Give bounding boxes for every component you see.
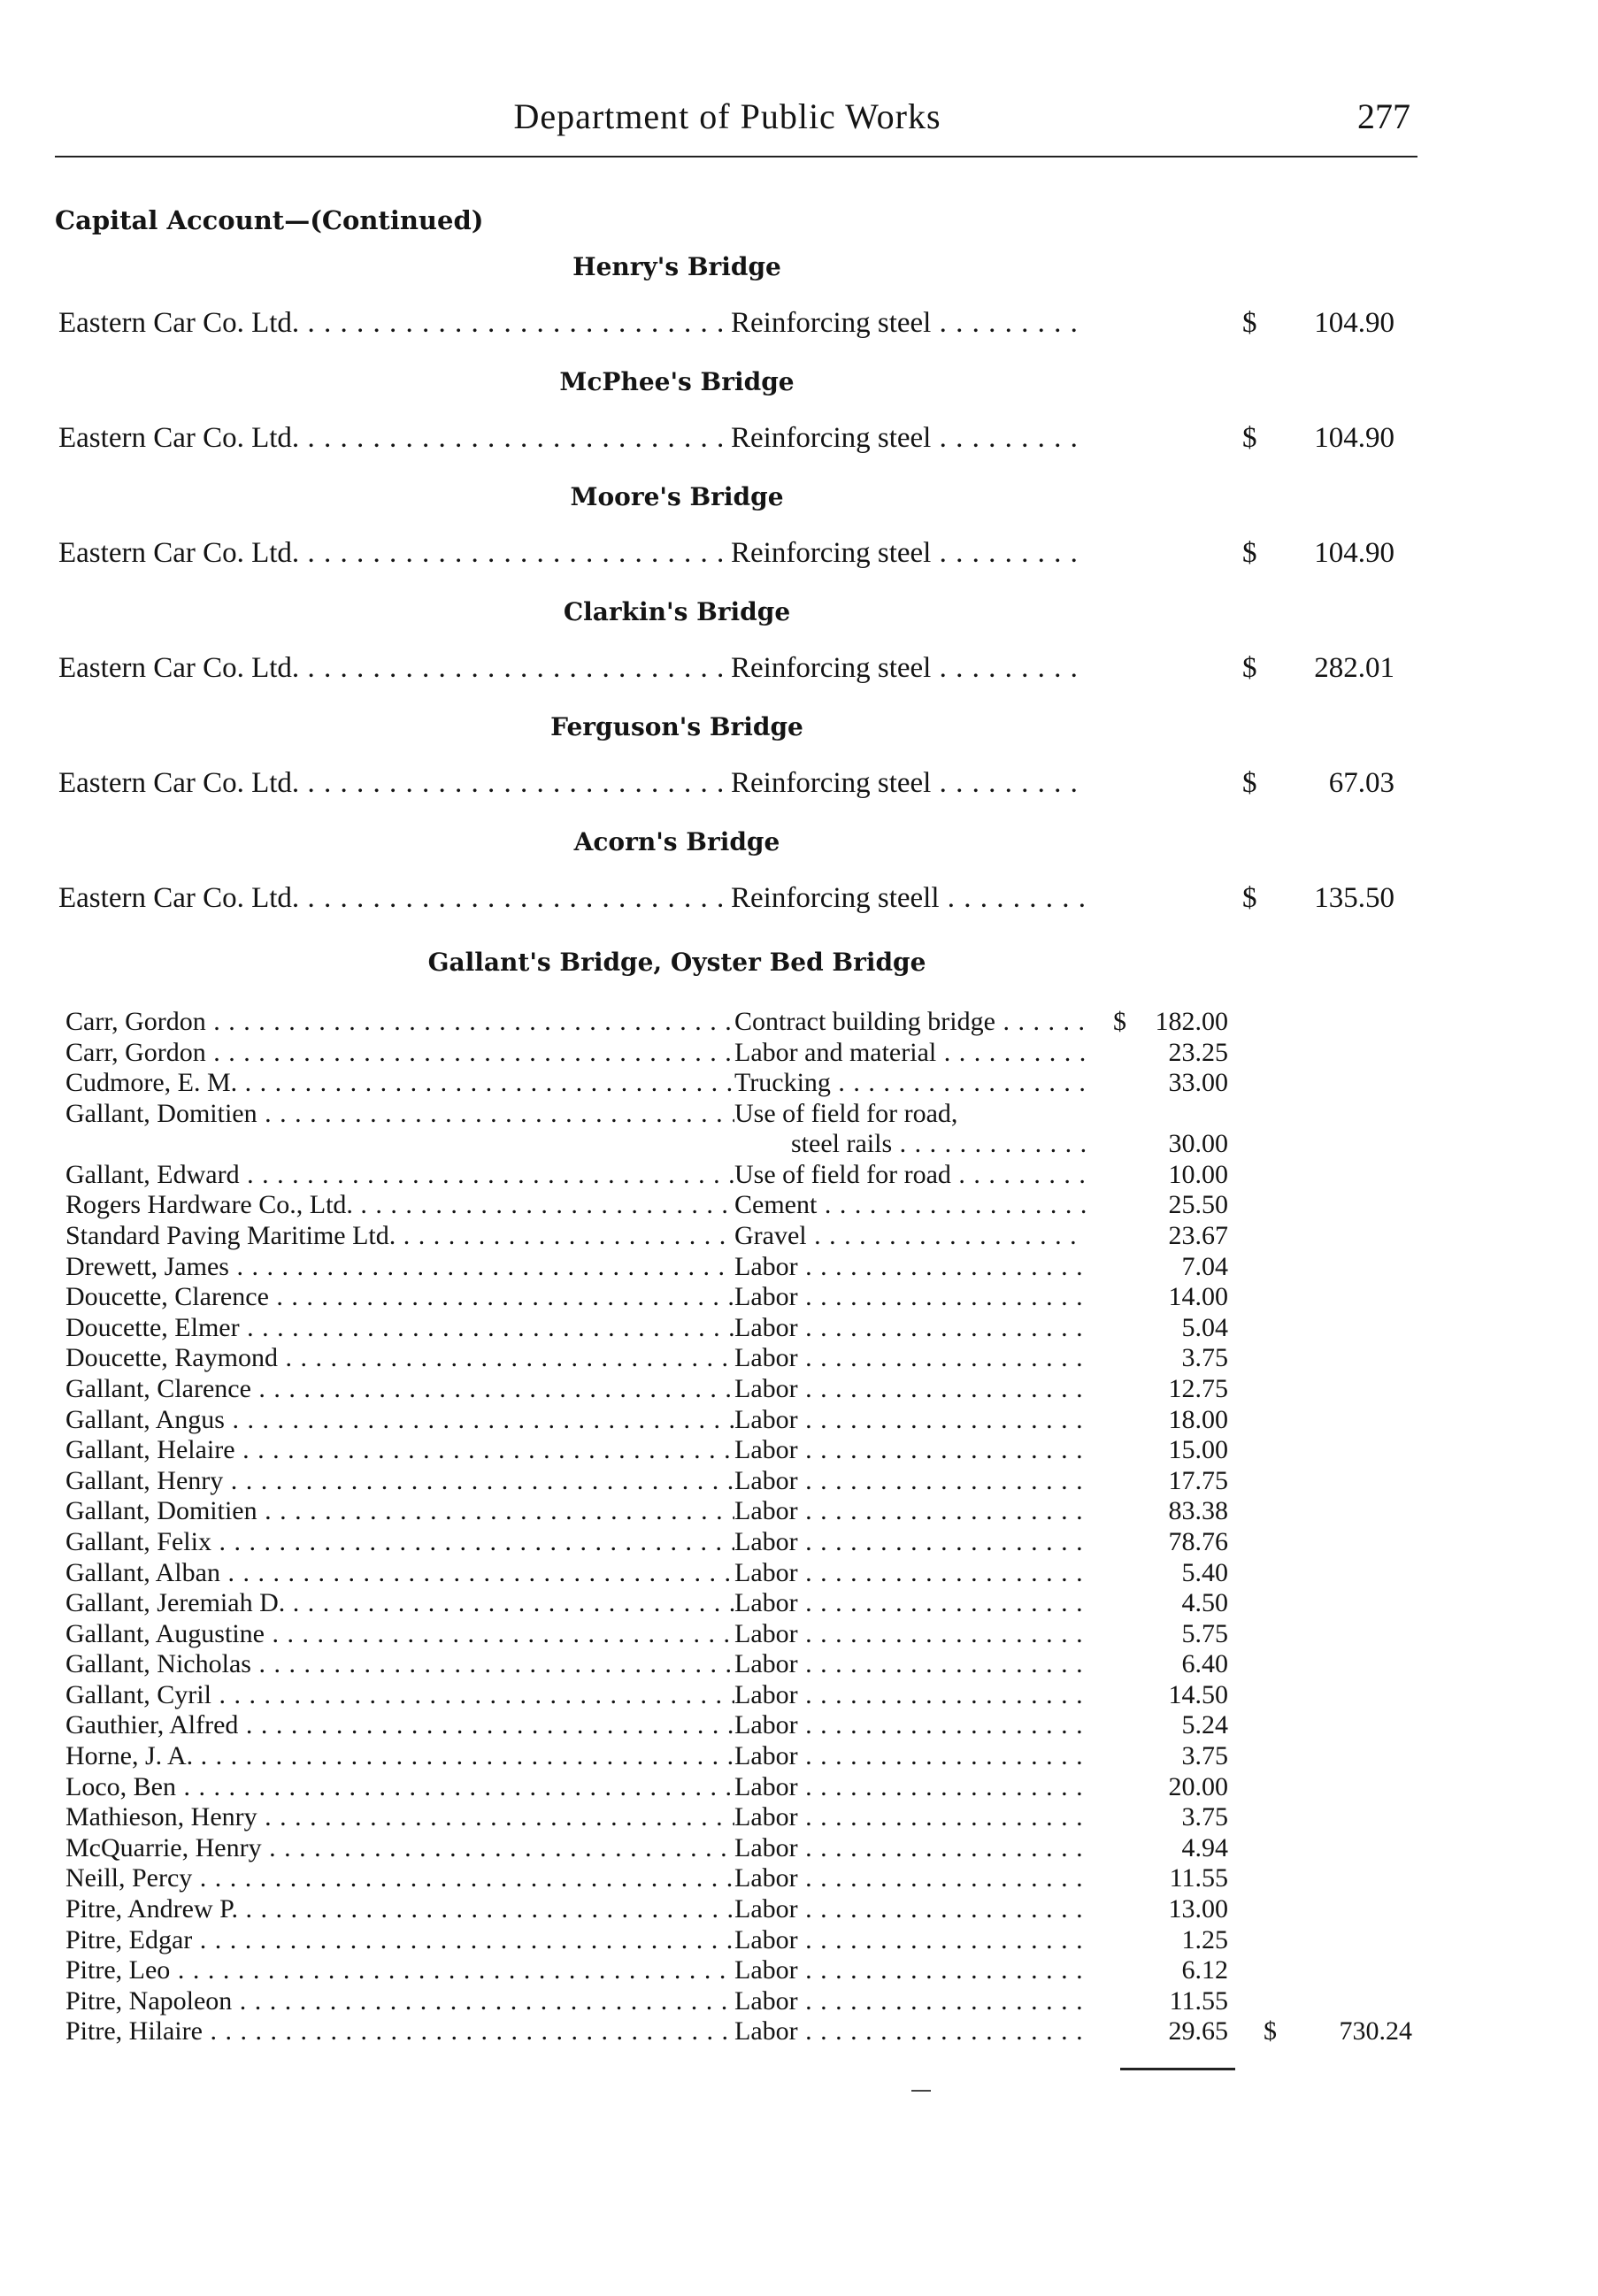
gallant-ledger: [0, 1007, 1598, 2047]
ledger-row: [0, 1710, 1598, 1741]
description: Labor . . .: [734, 1986, 1087, 2016]
amount: 14.00: [1168, 1282, 1228, 1312]
ledger-row: [0, 1068, 1598, 1099]
description: Reinforcing steel . . .: [731, 422, 1085, 455]
payee: Doucette, Elmer . . .: [65, 1313, 734, 1343]
payee: Eastern Car Co. Ltd. . . .: [58, 537, 731, 570]
description: Labor . . .: [734, 1649, 1087, 1679]
amount: 13.00: [1168, 1894, 1228, 1924]
payee: Horne, J. A. . . .: [65, 1741, 734, 1771]
amount: 5.24: [1181, 1710, 1228, 1740]
bridge-block: [0, 367, 1598, 482]
description: Labor . . .: [734, 1680, 1087, 1710]
amount: 135.50: [1314, 882, 1394, 914]
footer-mark: [911, 2090, 931, 2092]
description: Labor . . .: [734, 1496, 1087, 1526]
payee: Carr, Gordon . . .: [65, 1007, 734, 1037]
ledger-row: [0, 1772, 1598, 1803]
bridge-list: [0, 252, 1598, 942]
total-rule: [1120, 2068, 1235, 2070]
amount: 104.90: [1314, 537, 1394, 569]
description: Labor . . .: [734, 2016, 1087, 2046]
amount: 23.67: [1168, 1220, 1228, 1250]
description: Reinforcing steel . . .: [731, 307, 1085, 340]
ledger-row: [0, 1588, 1598, 1619]
description: Labor . . .: [734, 1588, 1087, 1618]
ledger-row: [0, 1925, 1598, 1956]
payee: Pitre, Napoleon . . .: [65, 1986, 734, 2016]
description: Cement . . .: [734, 1190, 1087, 1220]
bridge-block: [0, 482, 1598, 597]
expense-row: [0, 652, 1598, 687]
amount: 33.00: [1168, 1068, 1228, 1098]
currency-sign: $: [1242, 307, 1257, 339]
description: Reinforcing steel . . .: [731, 767, 1085, 800]
payee: Doucette, Clarence . . .: [65, 1282, 734, 1312]
ledger-row: [0, 2016, 1598, 2047]
header-rule: [55, 156, 1417, 157]
description: Trucking . . .: [734, 1068, 1087, 1098]
ledger-row: [0, 1802, 1598, 1833]
amount: 5.75: [1181, 1618, 1228, 1648]
bridge-title: McPhee's Bridge: [559, 367, 795, 396]
expense-row: [0, 422, 1598, 457]
description: Labor . . .: [734, 1955, 1087, 1985]
ledger-row: [0, 1252, 1598, 1283]
amount: 282.01: [1314, 652, 1394, 684]
amount: 78.76: [1168, 1526, 1228, 1556]
ledger-row: [0, 1986, 1598, 2017]
ledger-row: [0, 1190, 1598, 1221]
payee: Gallant, Cyril . . .: [65, 1680, 734, 1710]
amount: 5.04: [1181, 1312, 1228, 1342]
description: Labor . . .: [734, 1252, 1087, 1282]
amount: 17.75: [1168, 1465, 1228, 1495]
description: Use of field for road,: [734, 1098, 958, 1128]
amount: 83.38: [1168, 1496, 1228, 1526]
payee: Eastern Car Co. Ltd. . . .: [58, 767, 731, 800]
description: Use of field for road . . .: [734, 1160, 1087, 1190]
bridge-title: Acorn's Bridge: [573, 827, 780, 856]
description: Labor . . .: [734, 1558, 1087, 1588]
ledger-row: [0, 1833, 1598, 1864]
payee: Eastern Car Co. Ltd. . . .: [58, 307, 731, 340]
total-amount: 730.24: [1339, 2016, 1412, 2046]
ledger-row: [0, 1435, 1598, 1466]
amount: 20.00: [1168, 1771, 1228, 1801]
payee: Gauthier, Alfred . . .: [65, 1710, 734, 1740]
amount: 30.00: [1168, 1128, 1228, 1158]
description: Labor . . .: [734, 1313, 1087, 1343]
amount: 11.55: [1169, 1863, 1228, 1893]
description: Labor . . .: [734, 1435, 1087, 1465]
payee: Pitre, Andrew P. . . .: [65, 1894, 734, 1924]
amount: 29.65: [1168, 2016, 1228, 2046]
description: Labor . . .: [734, 1772, 1087, 1802]
description: Labor . . .: [734, 1925, 1087, 1955]
currency-sign: $: [1242, 537, 1257, 569]
ledger-row: [0, 1160, 1598, 1191]
payee: Gallant, Nicholas . . .: [65, 1649, 734, 1679]
amount: 104.90: [1314, 422, 1394, 454]
running-head: [55, 96, 1410, 149]
ledger-row: [0, 1680, 1598, 1711]
ledger-row: [0, 1863, 1598, 1894]
payee: Eastern Car Co. Ltd. . . .: [58, 652, 731, 685]
amount: 25.50: [1168, 1190, 1228, 1220]
description: Labor . . .: [734, 1466, 1087, 1496]
ledger-row: [0, 1405, 1598, 1436]
bridge-title: Clarkin's Bridge: [563, 597, 791, 626]
description: Labor and material . . .: [734, 1038, 1087, 1068]
payee: Pitre, Edgar . . .: [65, 1925, 734, 1955]
payee: Eastern Car Co. Ltd. . . .: [58, 882, 731, 915]
payee: Gallant, Edward . . .: [65, 1160, 734, 1190]
payee: Gallant, Augustine . . .: [65, 1619, 734, 1649]
ledger-row: [0, 1649, 1598, 1680]
description: Labor . . .: [734, 1863, 1087, 1893]
payee: Eastern Car Co. Ltd. . . .: [58, 422, 731, 455]
currency-sign: $: [1113, 1007, 1126, 1036]
payee: Loco, Ben . . .: [65, 1772, 734, 1802]
payee: Gallant, Domitien . . .: [65, 1099, 734, 1129]
payee: Pitre, Leo . . .: [65, 1955, 734, 1985]
expense-row: [0, 307, 1598, 342]
ledger-row: [0, 1221, 1598, 1252]
description: Labor . . .: [734, 1741, 1087, 1771]
payee: Gallant, Domitien . . .: [65, 1496, 734, 1526]
amount: 5.40: [1181, 1557, 1228, 1587]
amount: 10.00: [1168, 1159, 1228, 1189]
description: Reinforcing steel . . .: [731, 652, 1085, 685]
description: Labor . . .: [734, 1374, 1087, 1404]
ledger-row: [0, 1374, 1598, 1405]
section-heading: Capital Account—(Continued): [55, 205, 484, 235]
ledger-row: [0, 1558, 1598, 1589]
amount: 4.94: [1181, 1832, 1228, 1862]
description: Labor . . .: [734, 1405, 1087, 1435]
ledger-row: [0, 1619, 1598, 1650]
amount: 7.04: [1181, 1251, 1228, 1281]
amount: 6.12: [1181, 1955, 1228, 1985]
payee: Drewett, James . . .: [65, 1252, 734, 1282]
total-currency-sign: $: [1264, 2016, 1277, 2046]
amount: 15.00: [1168, 1435, 1228, 1465]
currency-sign: $: [1242, 767, 1257, 799]
description: Labor . . .: [734, 1527, 1087, 1557]
amount: 6.40: [1181, 1649, 1228, 1679]
ledger-row: [0, 1741, 1598, 1772]
currency-sign: $: [1242, 422, 1257, 454]
payee: Gallant, Angus . . .: [65, 1405, 734, 1435]
payee: Gallant, Jeremiah D. . . .: [65, 1588, 734, 1618]
description: Labor . . .: [734, 1710, 1087, 1740]
payee: Carr, Gordon . . .: [65, 1038, 734, 1068]
description: Labor . . .: [734, 1833, 1087, 1863]
amount: 1.25: [1181, 1924, 1228, 1954]
amount: 67.03: [1328, 767, 1394, 799]
page-title: Department of Public Works: [513, 96, 941, 136]
ledger-row: [0, 1038, 1598, 1069]
ledger-row: [0, 1466, 1598, 1497]
description: Labor . . .: [734, 1282, 1087, 1312]
amount: 18.00: [1168, 1404, 1228, 1434]
description: Contract building bridge . . .: [734, 1007, 1087, 1037]
amount: 14.50: [1168, 1679, 1228, 1709]
amount: 4.50: [1181, 1588, 1228, 1618]
ledger-row: [0, 1007, 1598, 1038]
amount: 104.90: [1314, 307, 1394, 339]
description-continued: steel rails . . .: [734, 1129, 1087, 1159]
payee: Gallant, Helaire . . .: [65, 1435, 734, 1465]
ledger-row: [0, 1282, 1598, 1313]
ledger-row: [0, 1496, 1598, 1527]
payee: Gallant, Felix . . .: [65, 1527, 734, 1557]
currency-sign: $: [1242, 652, 1257, 684]
bridge-block: [0, 712, 1598, 827]
bridge-title: Moore's Bridge: [570, 482, 784, 511]
page-number: 277: [1357, 96, 1410, 136]
bridge-block: [0, 827, 1598, 942]
currency-sign: $: [1242, 882, 1257, 914]
payee: Rogers Hardware Co., Ltd. . . .: [65, 1190, 734, 1220]
ledger-row: [0, 1894, 1598, 1925]
payee: Gallant, Alban . . .: [65, 1558, 734, 1588]
payee: Cudmore, E. M. . . .: [65, 1068, 734, 1098]
amount: 182.00: [1155, 1007, 1228, 1036]
ledger-row: [0, 1527, 1598, 1558]
description: Gravel . . .: [734, 1221, 1087, 1251]
ledger-row: [0, 1955, 1598, 1986]
expense-row: [0, 767, 1598, 802]
amount: 12.75: [1168, 1373, 1228, 1403]
bridge-title: Henry's Bridge: [572, 252, 781, 281]
description: Reinforcing steell . . .: [731, 882, 1085, 915]
bridge-title: Ferguson's Bridge: [550, 712, 803, 741]
description: Labor . . .: [734, 1894, 1087, 1924]
payee: Gallant, Clarence . . .: [65, 1374, 734, 1404]
payee: Gallant, Henry . . .: [65, 1466, 734, 1496]
payee: McQuarrie, Henry . . .: [65, 1833, 734, 1863]
ledger-row: [0, 1099, 1598, 1160]
payee: Standard Paving Maritime Ltd. . . .: [65, 1221, 734, 1251]
amount: 3.75: [1181, 1343, 1228, 1373]
payee: Mathieson, Henry . . .: [65, 1802, 734, 1832]
amount: 3.75: [1181, 1802, 1228, 1832]
ledger-row: [0, 1313, 1598, 1344]
payee: Neill, Percy . . .: [65, 1863, 734, 1893]
ledger-row: [0, 1343, 1598, 1374]
bridge-block: [0, 597, 1598, 712]
expense-row: [0, 882, 1598, 918]
bridge-block: [0, 252, 1598, 367]
amount: 23.25: [1168, 1037, 1228, 1067]
description: Reinforcing steel . . .: [731, 537, 1085, 570]
description: Labor . . .: [734, 1802, 1087, 1832]
expense-row: [0, 537, 1598, 572]
amount: 11.55: [1169, 1985, 1228, 2016]
gallant-bridge-title: Gallant's Bridge, Oyster Bed Bridge: [427, 948, 926, 977]
amount: 3.75: [1181, 1741, 1228, 1771]
payee: Doucette, Raymond . . .: [65, 1343, 734, 1373]
description: Labor . . .: [734, 1343, 1087, 1373]
payee: Pitre, Hilaire . . .: [65, 2016, 734, 2046]
description: Labor . . .: [734, 1619, 1087, 1649]
